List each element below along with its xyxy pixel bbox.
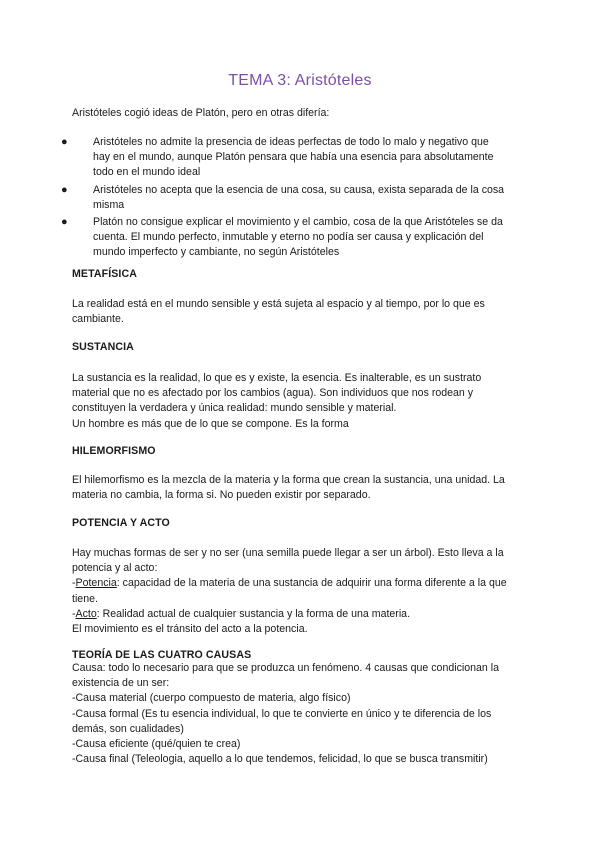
heading-hilemorfismo: HILEMORFISMO (72, 445, 156, 457)
list-item: ● Aristóteles no admite la presencia de ideas perfectas de todo lo malo y negativo que hay en el mundo, aunque Platón pensara que había una esencia para absolutamente todo en el mundo ideal (61, 136, 494, 179)
acto-definition: -Acto: Realidad actual de cualquier sustancia y la forma de una materia. (72, 607, 411, 620)
intro-paragraph: Aristóteles cogió ideas de Platón, pero en otras difería: (72, 107, 330, 119)
page-title: TEMA 3: Aristóteles (228, 72, 372, 89)
potencia-definition: -Potencia: capacidad de la materia de una sustancia de adquirir una forma diferente a la que (72, 577, 507, 590)
heading-sustancia: SUSTANCIA (72, 341, 134, 353)
metafisica-paragraph: La realidad está en el mundo sensible y está sujeta al espacio y al tiempo, por lo que es cambiante. (72, 298, 485, 326)
hilemorfismo-paragraph: El hilemorfismo es la mezcla de la materia y la forma que crean la sustancia, una unidad. La materia no cambia, la forma si. No pueden existir por separado. (72, 474, 505, 502)
bullet-icon: ● (61, 183, 68, 196)
causas-paragraph: Causa: todo lo necesario para que se produzca un fenómeno. 4 causas que condicionan la existencia de un ser: -Causa material (cuerpo compuesto de materia, algo físico) -Causa formal (Es tu esencia individual, lo que te convierte en único y te diferencia de los demás, son cualidades) -Causa eficiente (qué/quien te crea) -Causa final (Teleologia, aquello a lo que tendemos, felicidad, lo que se busca transmitir) (72, 662, 499, 766)
acto-term: Acto (75, 607, 97, 620)
sustancia-paragraph: La sustancia es la realidad, lo que es y existe, la esencia. Es inalterable, es un sustrato material que no es afectado por los cambios (agua). Son individuos que nos rodean y constituyen la verdadera y única realidad: mundo sensible y material. Un hombre es más que de lo que se compone. Es la forma (72, 372, 482, 430)
heading-potencia-acto: POTENCIA Y ACTO (72, 517, 170, 529)
list-item: ● Aristóteles no acepta que la esencia de una cosa, su causa, exista separada de la cosa misma (61, 183, 505, 211)
heading-metafisica: METAFÍSICA (72, 268, 137, 280)
heading-cuatro-causas: TEORÍA DE LAS CUATRO CAUSAS (72, 649, 252, 661)
bullet-icon: ● (61, 216, 68, 229)
potencia-term: Potencia (75, 577, 117, 590)
potencia-paragraph: Hay muchas formas de ser y no ser (una semilla puede llegar a ser un árbol). Esto lleva a la potencia y al acto: -Potencia: capacidad de la materia de una sustancia de adquirir una forma diferente a la que tiene. -Acto: Realidad actual de cualquier sustancia y la forma de una materia. El movimiento es el tránsito del acto a la potencia. (72, 546, 542, 637)
bullet-icon: ● (61, 136, 68, 148)
list-item: ● Platón no consigue explicar el movimiento y el cambio, cosa de la que Aristóteles se da cuenta. El mundo perfecto, inmutable y eterno no podía ser causa y explicación del mundo imperfecto y cambiante, no según Aristóteles (61, 216, 503, 259)
differences-list (0, 135, 600, 263)
